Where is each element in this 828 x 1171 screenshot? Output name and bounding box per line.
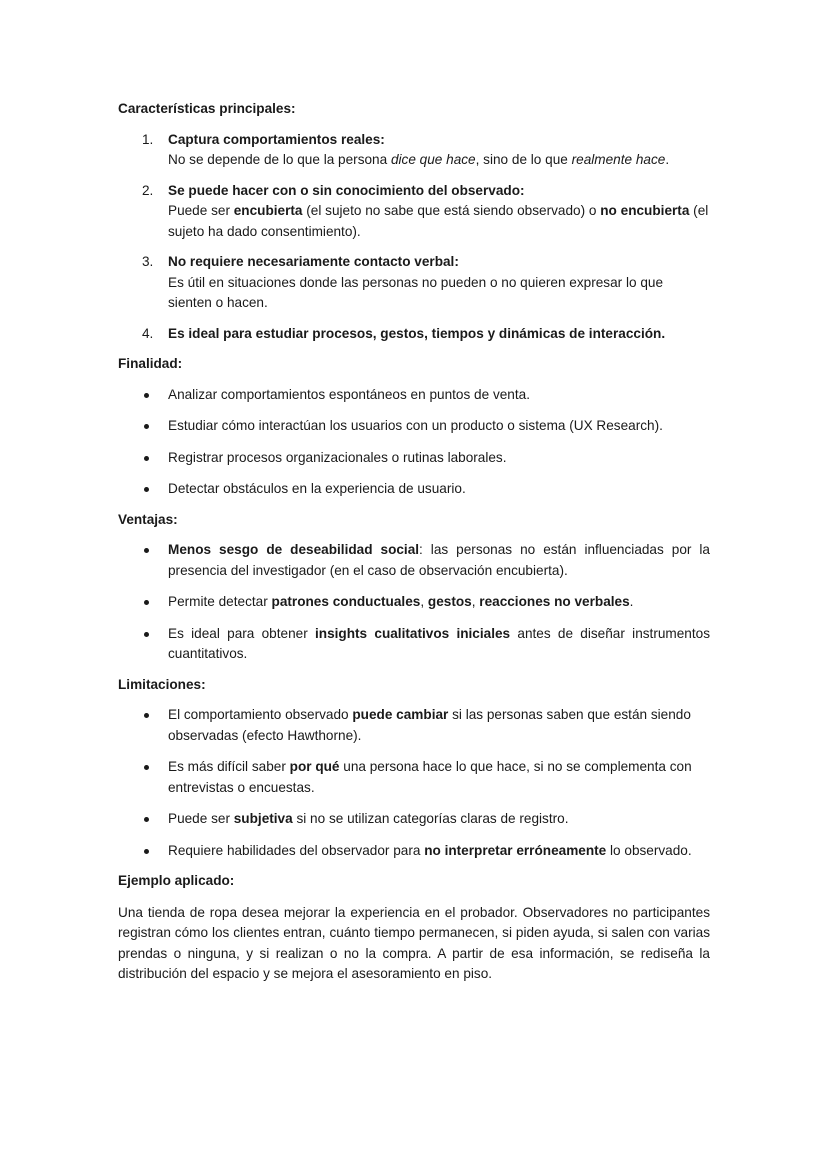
list-item xyxy=(118,385,710,406)
item-number: 4. xyxy=(142,325,154,341)
bold-text: gestos xyxy=(427,594,472,609)
finalidad-list xyxy=(118,385,710,500)
list-item xyxy=(118,757,710,798)
list-item xyxy=(118,592,710,613)
item-text: Estudiar cómo interactúan los usuarios con un producto o sistema (UX Research). xyxy=(168,418,663,433)
item-title: Es ideal para estudiar procesos, gestos, tiempos y dinámicas de interacción. xyxy=(168,325,666,341)
ventajas-list xyxy=(118,540,710,665)
item-text: Detectar obstáculos en la experiencia de usuario. xyxy=(168,481,466,496)
list-item xyxy=(118,252,710,314)
list-item xyxy=(118,181,710,243)
item-text: Analizar comportamientos espontáneos en puntos de venta. xyxy=(168,386,530,402)
list-item xyxy=(118,130,710,171)
bullet-icon xyxy=(144,548,149,553)
bullet-icon xyxy=(144,713,149,718)
list-item xyxy=(118,540,710,581)
bullet-icon xyxy=(144,456,149,461)
item-text: El comportamiento observado puede cambiar si las personas saben que están siendo observadas (efecto Hawthorne). xyxy=(168,707,691,743)
list-item xyxy=(118,479,710,500)
item-body: Puede ser encubierta (el sujeto no sabe que está siendo observado) o no encubierta (el sujeto ha dado consentimiento). xyxy=(168,203,709,239)
item-text: Registrar procesos organizacionales o rutinas laborales. xyxy=(168,449,507,465)
list-item xyxy=(118,809,710,830)
item-body: No se depende de lo que la persona dice que hace, sino de lo que realmente hace. xyxy=(168,152,670,167)
item-number: 3. xyxy=(142,254,154,269)
bold-text: subjetiva xyxy=(233,811,293,826)
bold-text: patrones conductuales xyxy=(271,594,421,609)
characteristics-list xyxy=(118,130,710,345)
item-text: Es ideal para obtener insights cualitativos iniciales antes de diseñar instrumentos cuantitativos. xyxy=(168,625,710,661)
italic-text: realmente hace xyxy=(571,152,666,167)
bold-text: puede cambiar xyxy=(352,707,449,722)
item-number: 1. xyxy=(142,131,154,147)
item-title: Captura comportamientos reales: xyxy=(168,131,385,147)
bold-text: por qué xyxy=(289,759,340,774)
document-content xyxy=(118,99,710,985)
bullet-icon xyxy=(144,600,149,605)
bullet-icon xyxy=(144,765,149,770)
list-item xyxy=(118,705,710,746)
bullet-icon xyxy=(144,487,149,492)
item-text: Es más difícil saber por qué una persona hace lo que hace, si no se complementa con entrevistas o encuestas. xyxy=(168,759,692,795)
list-item xyxy=(118,324,710,345)
ventajas-heading: Ventajas: xyxy=(118,511,178,527)
item-title: No requiere necesariamente contacto verbal: xyxy=(168,254,459,269)
bold-text: reacciones no verbales xyxy=(479,594,630,609)
bullet-icon xyxy=(144,393,149,398)
list-item xyxy=(118,624,710,665)
bold-text: Menos sesgo de deseabilidad social xyxy=(168,542,420,557)
list-item xyxy=(118,448,710,469)
bold-text: no interpretar erróneamente xyxy=(424,842,607,858)
bullet-icon xyxy=(144,424,149,429)
limitaciones-list xyxy=(118,705,710,861)
bullet-icon xyxy=(144,817,149,822)
ejemplo-heading: Ejemplo aplicado: xyxy=(118,873,235,888)
item-text: Menos sesgo de deseabilidad social: las personas no están influenciadas por la presencia del investigador (en el caso de observación encubierta). xyxy=(168,542,710,578)
bullet-icon xyxy=(144,632,149,637)
ejemplo-paragraph: Una tienda de ropa desea mejorar la experiencia en el probador. Observadores no participantes registran cómo los clientes entran, cuánto tiempo permanecen, si piden ayuda, si salen con varias prendas o ninguna, y si realizan o no la compra. A partir de esa información, se rediseña la distribución del espacio y se mejora el asesoramiento en piso. xyxy=(118,904,710,981)
list-item xyxy=(118,416,710,437)
limitaciones-heading: Limitaciones: xyxy=(118,676,206,692)
italic-text: dice que hace xyxy=(390,152,476,167)
bold-text: insights cualitativos iniciales xyxy=(315,625,511,641)
finalidad-heading: Finalidad: xyxy=(118,356,183,371)
list-item xyxy=(118,841,710,862)
item-text: Puede ser subjetiva si no se utilizan categorías claras de registro. xyxy=(168,811,569,826)
characteristics-heading: Características principales: xyxy=(118,101,296,116)
item-number: 2. xyxy=(142,182,154,198)
item-text: Requiere habilidades del observador para no interpretar erróneamente lo observado. xyxy=(168,842,692,858)
bold-text: no encubierta xyxy=(600,203,690,218)
bullet-icon xyxy=(144,849,149,854)
item-text: Permite detectar patrones conductuales, gestos, reacciones no verbales. xyxy=(168,594,634,609)
item-title: Se puede hacer con o sin conocimiento del observado: xyxy=(168,182,525,198)
item-body: Es útil en situaciones donde las personas no pueden o no quieren expresar lo que sienten o hacen. xyxy=(168,274,664,310)
bold-text: encubierta xyxy=(233,203,303,218)
